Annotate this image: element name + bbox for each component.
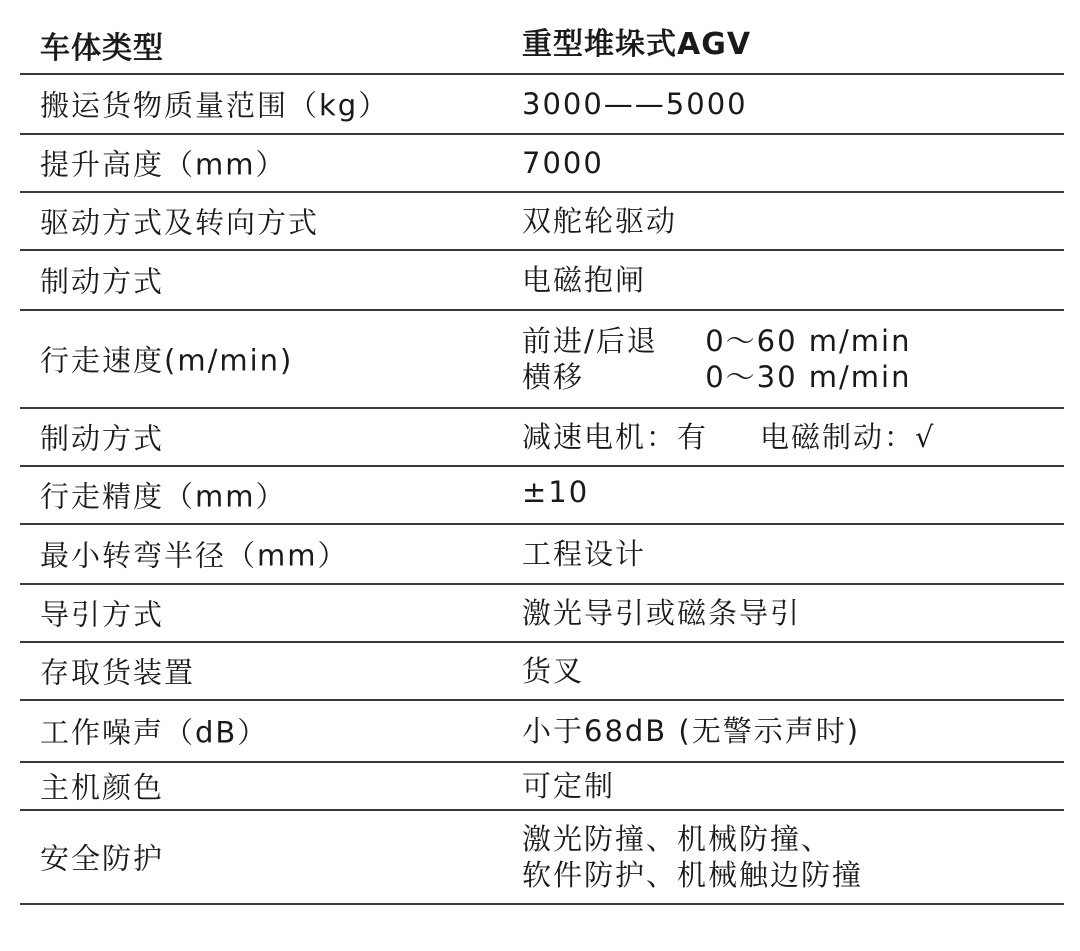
table-row xyxy=(20,135,1064,193)
spec-table xyxy=(20,17,1064,905)
table-row xyxy=(20,701,1064,763)
reducer-motor-item: 减速电机：有 xyxy=(522,420,709,454)
row-value: 双舵轮驱动 xyxy=(522,204,678,238)
row-label: 最小转弯半径（mm） xyxy=(40,538,349,573)
table-row-safety xyxy=(20,811,1064,905)
table-row-speed xyxy=(20,311,1064,409)
row-value: ±10 xyxy=(522,474,590,509)
row-label: 存取货装置 xyxy=(40,655,196,690)
table-header-row xyxy=(20,17,1064,75)
safety-values xyxy=(522,821,863,893)
row-value: 7000 xyxy=(522,146,604,180)
table-row xyxy=(20,525,1064,585)
table-row xyxy=(20,763,1064,811)
electromagnetic-brake-item: 电磁制动：√ xyxy=(760,420,936,454)
row-value: 货叉 xyxy=(522,654,585,688)
safety-line-2: 软件防护、机械触边防撞 xyxy=(522,858,864,892)
row-label: 行走速度(m/min) xyxy=(40,343,294,378)
row-value: 激光导引或磁条导引 xyxy=(522,596,802,630)
header-value: 重型堆垛式AGV xyxy=(522,27,752,62)
row-value: 电磁抱闸 xyxy=(522,263,647,297)
speed-lateral-value: 0～30 m/min xyxy=(705,360,912,394)
row-label: 搬运货物质量范围（kg） xyxy=(40,88,390,123)
speed-lateral-line xyxy=(522,359,912,395)
speed-lateral-label: 横移 xyxy=(522,360,585,394)
row-label: 制动方式 xyxy=(40,264,165,299)
row-label: 驱动方式及转向方式 xyxy=(40,205,320,240)
row-label: 行走精度（mm） xyxy=(40,479,287,514)
speed-forward-label: 前进/后退 xyxy=(522,324,658,358)
row-label: 安全防护 xyxy=(40,841,165,876)
table-row xyxy=(20,193,1064,251)
row-label: 制动方式 xyxy=(40,421,165,456)
safety-line-1: 激光防撞、机械防撞、 xyxy=(522,822,833,856)
table-row-braking xyxy=(20,409,1064,467)
row-label: 提升高度（mm） xyxy=(40,147,287,182)
table-row xyxy=(20,251,1064,311)
speed-values xyxy=(522,323,912,395)
table-row xyxy=(20,467,1064,525)
row-value: 工程设计 xyxy=(522,537,647,571)
row-value: 可定制 xyxy=(522,769,616,803)
speed-forward-value: 0～60 m/min xyxy=(705,324,912,358)
speed-forward-line xyxy=(522,323,912,359)
table-row xyxy=(20,75,1064,135)
braking-values xyxy=(522,419,936,455)
row-value: 小于68dB (无警示声时) xyxy=(522,714,861,748)
table-row xyxy=(20,643,1064,701)
header-label: 车体类型 xyxy=(40,31,164,66)
table-row xyxy=(20,585,1064,643)
row-value: 3000——5000 xyxy=(522,87,748,121)
row-label: 导引方式 xyxy=(40,597,165,632)
row-label: 工作噪声（dB） xyxy=(40,715,269,750)
row-label: 主机颜色 xyxy=(40,770,165,805)
